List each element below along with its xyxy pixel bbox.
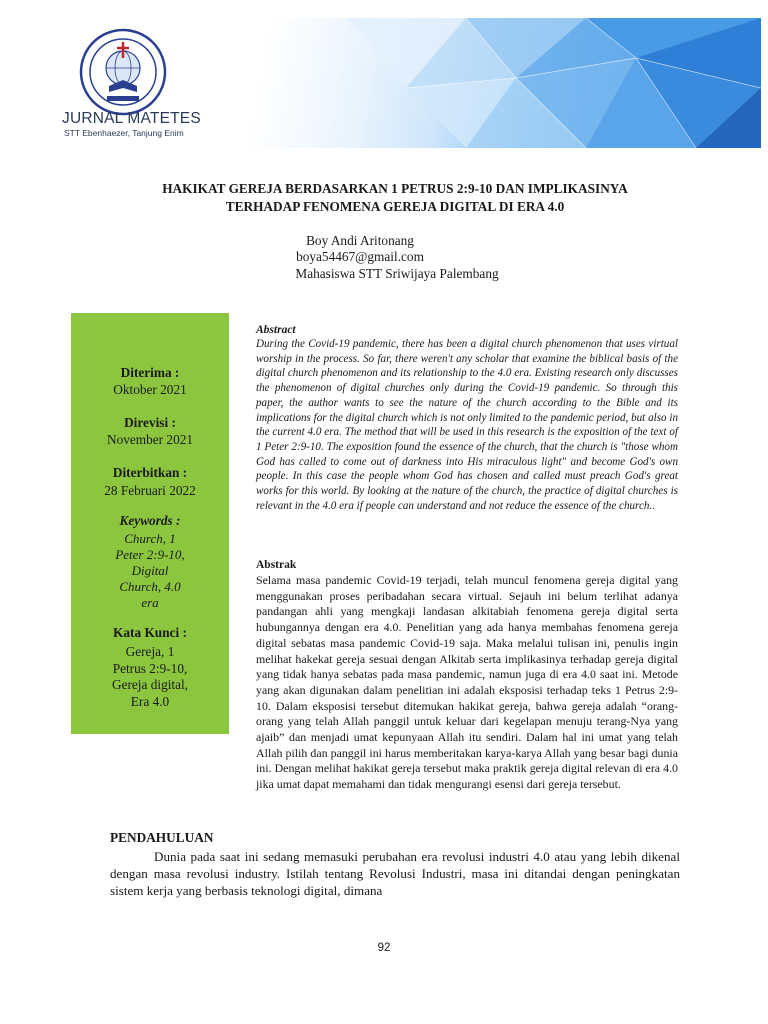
paper-title-line-2: TERHADAP FENOMENA GEREJA DIGITAL DI ERA 4.0 bbox=[225, 199, 565, 214]
journal-logo-seal bbox=[79, 28, 167, 116]
paper-title-line-1: HAKIKAT GEREJA BERDASARKAN 1 PETRUS 2:9-10 DAN IMPLIKASINYA bbox=[162, 181, 628, 196]
kata-kunci-label: Kata Kunci : bbox=[113, 625, 187, 640]
author-affiliation: Mahasiswa STT Sriwijaya Palembang bbox=[295, 266, 499, 281]
revised-label: Direvisi : bbox=[124, 415, 176, 430]
keyword-line: Peter 2:9-10, bbox=[115, 547, 185, 562]
article-info-sidebar bbox=[71, 313, 229, 734]
published-label: Diterbitkan : bbox=[112, 465, 188, 480]
journal-name: JURNAL MATETES bbox=[62, 110, 201, 127]
section-heading-introduction: PENDAHULUAN bbox=[110, 830, 214, 845]
keyword-line: Church, 4.0 bbox=[119, 579, 181, 594]
published-date: 28 Februari 2022 bbox=[104, 483, 196, 498]
received-date: Oktober 2021 bbox=[113, 382, 187, 397]
abstrak-heading: Abstrak bbox=[256, 559, 297, 571]
introduction-paragraph: Dunia pada saat ini sedang memasuki perubahan era revolusi industri 4.0 atau yang lebih dikenal dengan masa revolusi industry. Istilah tentang Revolusi Industri, masa ini ditandai dengan peningkatan sistem kerja yang berbasis teknologi digital, dimana bbox=[110, 849, 680, 899]
revised-date: November 2021 bbox=[106, 432, 194, 447]
kata-kunci-list bbox=[71, 644, 229, 710]
journal-institution: STT Ebenhaezer, Tanjung Enim bbox=[64, 128, 184, 138]
abstract-body: During the Covid-19 pandemic, there has been a digital church phenomenon that uses virtual worship in the process. So far, there weren't any scholar that examine the biblical basis of the digital church phenomenon and its relationship to the 4.0 era. Existing research only discusses the phenomenon of digital churches only during the Covid-19 pandemic. So through this paper, the author wants to see the nature of the church according to the Bible and its implications for the digital church which is not only limited to the pandemic period, but also in the current 4.0 era. The method that will be used in this research is the exposition of the text of 1 Peter 2:9-10. The exposition found the essence of the church, that the church is "those whom God has called to come out of darkness into His miraculous light" and become God's own people. In this case the people whom God has chosen and called must preach God's great works for this world. By looking at the nature of the church, the practice of digital churches is relevant in the 4.0 era if people can understand and not reduce the essence of the church.. bbox=[256, 338, 678, 512]
keywords-label: Keywords : bbox=[119, 513, 181, 528]
abstrak-body: Selama masa pandemic Covid-19 terjadi, telah muncul fenomena gereja digital yang menggunakan proses peribadahan secara virtual. Sejauh ini belum terlihat adanya pandangan ahli yang mengkaji landasan alkitabiah fenomena gereja digital serta hubungannya dengan era 4.0. Penelitian yang ada hanya membahas fenomena gereja digital sebatas masa pandemic Covid-19 saja. Maka melalui tulisan ini, penulis ingin melihat hakekat gereja sesuai dengan Alkitab serta implikasinya terhadap gereja digital yang tidak hanya sebatas pada masa pandemic, namun juga di era 4.0 saat ini. Metode yang akan digunakan dalam penelitian ini adalah eksposisi terhadap teks 1 Petrus 2:9-10. Dalam eksposisi tersebut ditemukan hakikat gereja, bahwa gereja adalah “orang-orang yang telah Allah panggil untuk keluar dari kegelapan menuju terang-Nya yang ajaib” dan menjadi umat kepunyaan Allah itu sendiri. Dalam hal ini umat yang telah Allah pilih dan panggil ini harus memberitakan karya-karya Allah yang besar bagi dunia ini. Dengan melihat hakikat gereja tersebut maka praktik gereja digital relevan di era 4.0 jika umat dapat memahami dan tidak mengurangi esensi dari gereja tersebut. bbox=[256, 573, 678, 792]
kata-kunci-line: Petrus 2:9-10, bbox=[112, 660, 188, 676]
keyword-line: Digital bbox=[131, 563, 169, 578]
page-number: 92 bbox=[377, 942, 391, 954]
header-banner bbox=[46, 18, 761, 148]
keyword-line: era bbox=[141, 595, 159, 610]
received-label: Diterima : bbox=[120, 365, 180, 380]
keyword-line: Church, 1 bbox=[124, 531, 176, 546]
author-email: boya54467@gmail.com bbox=[296, 249, 424, 264]
keywords-list bbox=[71, 531, 229, 611]
kata-kunci-line: Gereja, 1 bbox=[125, 644, 175, 659]
author-name: Boy Andi Aritonang bbox=[306, 233, 414, 248]
kata-kunci-line: Era 4.0 bbox=[130, 693, 170, 709]
kata-kunci-line: Gereja digital, bbox=[111, 677, 189, 692]
abstract-heading: Abstract bbox=[256, 324, 296, 336]
